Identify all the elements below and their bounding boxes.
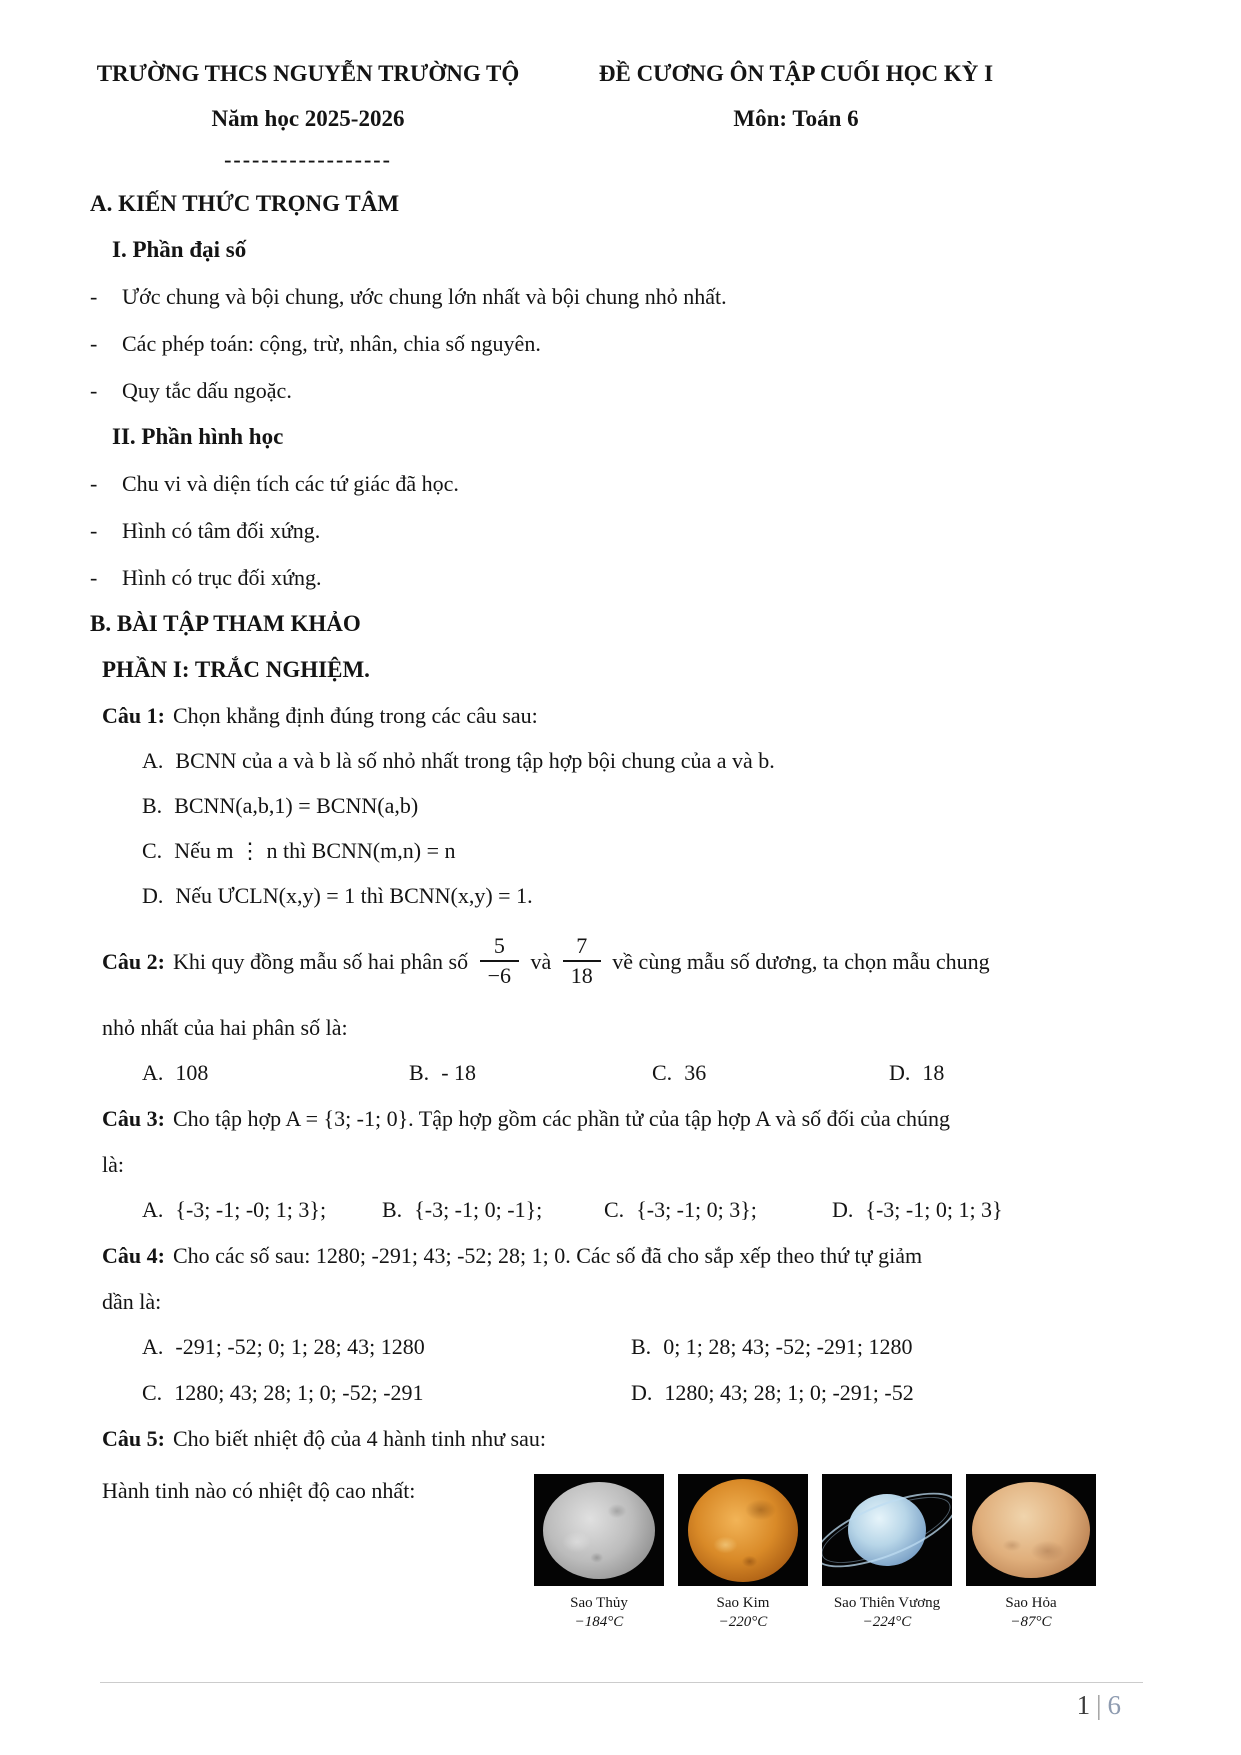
question-2-line2: nhỏ nhất của hai phân số là: [102,1015,348,1041]
option-text: BCNN(a,b,1) = BCNN(a,b) [174,793,419,818]
planet-temperature: −220°C [718,1614,768,1631]
algebra-item [88,329,1145,359]
question-4-option-d [631,1378,1145,1408]
bullet-dash: - [90,518,98,543]
question-4 [102,1241,1145,1271]
page-number [1077,1690,1121,1721]
option-text: BCNN của a và b là số nhỏ nhất trong tập hợp bội chung của a và b. [175,748,775,773]
page-number-current: 1 [1076,1690,1091,1720]
header-separator: ------------------ [224,147,392,172]
algebra-heading: I. Phần đại số [112,237,247,262]
question-2-text-after: về cùng mẫu số dương, ta chọn mẫu chung [612,949,990,975]
geometry-item-text: Hình có tâm đối xứng. [122,518,321,543]
question-2-option-a [142,1058,409,1088]
question-4-option-c [142,1378,631,1408]
planet-caption [822,1594,952,1632]
document-header [88,60,1145,133]
venus-sphere [688,1479,798,1582]
option-text: 0; 1; 28; 43; -52; -291; 1280 [663,1334,913,1360]
question-2-text-before: Khi quy đồng mẫu số hai phân số [172,949,469,975]
algebra-item [88,282,1145,312]
bullet-dash: - [90,471,98,496]
question-5 [102,1424,1145,1454]
bullet-dash: - [90,378,98,403]
question-3-label: Câu 3: [102,1106,165,1132]
geometry-item-text: Chu vi và diện tích các tứ giác đã học. [122,471,459,496]
geometry-item [88,469,1145,499]
question-1 [102,701,1145,731]
planet-figure-mercury [534,1474,664,1632]
question-5-text: Cho biết nhiệt độ của 4 hành tinh như sau: [172,1426,546,1452]
option-text: 18 [922,1060,945,1086]
question-2-mid: và [530,949,552,975]
question-4-line2: dần là: [102,1289,162,1315]
option-text: -291; -52; 0; 1; 28; 43; 1280 [175,1334,425,1360]
question-1-text: Chọn khẳng định đúng trong các câu sau: [172,703,538,728]
question-1-option-d [142,881,1145,911]
geometry-heading: II. Phần hình học [112,424,284,449]
question-3-line2: là: [102,1152,124,1178]
question-4-text: Cho các số sau: 1280; -291; 43; -52; 28; 1; 0. Các số đã cho sắp xếp theo thứ tự giảm [172,1243,923,1269]
option-text: 36 [684,1060,707,1086]
mars-image [966,1474,1096,1586]
planet-figure-mars [966,1474,1096,1632]
planet-strip [534,1474,1096,1632]
option-letter: B. [631,1334,652,1360]
option-letter: B. [142,793,163,818]
option-letter: D. [631,1380,653,1406]
school-name: TRƯỜNG THCS NGUYỄN TRƯỜNG TỘ [96,61,520,86]
option-text: {-3; -1; 0; 3}; [636,1197,757,1223]
option-text: 1280; 43; 28; 1; 0; -52; -291 [174,1380,424,1406]
fraction-denominator: 18 [570,963,593,989]
planet-temperature: −224°C [862,1614,912,1631]
header-school-block [88,60,528,133]
question-4-label: Câu 4: [102,1243,165,1269]
fraction-numerator: 7 [563,934,601,962]
mercury-sphere [543,1482,655,1579]
fraction-numerator: 5 [480,934,519,962]
algebra-item [88,376,1145,406]
question-4-option-b [631,1332,1145,1362]
question-3-option-b [382,1195,604,1225]
bullet-dash: - [90,565,98,590]
page-number-separator: | [1096,1690,1102,1720]
planet-name: Sao Thiên Vương [833,1595,941,1612]
question-4-options [142,1332,1145,1408]
option-letter: A. [142,748,164,773]
option-letter: D. [142,883,164,908]
question-2-option-c [652,1058,889,1088]
question-3-options [142,1195,1145,1225]
question-4-option-a [142,1332,631,1362]
option-letter: B. [382,1197,403,1223]
document-title: ĐỀ CƯƠNG ÔN TẬP CUỐI HỌC KỲ I [598,61,994,86]
fraction-denominator: −6 [487,963,512,989]
question-1-option-a [142,746,1145,776]
question-2-label: Câu 2: [102,949,165,975]
option-letter: B. [409,1060,430,1086]
option-text: - 18 [441,1060,477,1086]
question-1-label: Câu 1: [102,703,165,728]
option-letter: C. [604,1197,625,1223]
bullet-dash: - [90,284,98,309]
option-text: {-3; -1; 0; -1}; [414,1197,543,1223]
fraction-5-over-minus6 [480,934,519,988]
question-5-body [88,1460,1145,1632]
option-letter: C. [652,1060,673,1086]
uranus-image [822,1474,952,1586]
question-2-option-d [889,1058,1145,1088]
planet-temperature: −87°C [1010,1614,1052,1631]
geometry-item [88,516,1145,546]
question-5-prompt: Hành tinh nào có nhiệt độ cao nhất: [102,1478,416,1504]
question-3 [102,1104,1145,1134]
option-letter: A. [142,1334,164,1360]
document-subject: Môn: Toán 6 [733,106,859,131]
question-5-label: Câu 5: [102,1426,165,1452]
planet-caption [966,1594,1096,1632]
planet-name: Sao Thủy [570,1595,628,1612]
option-letter: A. [142,1060,164,1086]
planet-figure-venus [678,1474,808,1632]
option-text: Nếu m ⋮ n thì BCNN(m,n) = n [174,838,456,863]
option-text: 1280; 43; 28; 1; 0; -291; -52 [664,1380,914,1406]
option-text: {-3; -1; -0; 1; 3}; [175,1197,327,1223]
planet-caption [678,1594,808,1632]
question-2-option-b [409,1058,652,1088]
geometry-item [88,563,1145,593]
algebra-item-text: Quy tắc dấu ngoặc. [122,378,292,403]
option-letter: D. [889,1060,911,1086]
planet-name: Sao Hỏa [1005,1595,1057,1612]
question-1-option-b [142,791,1145,821]
question-3-option-a [142,1195,382,1225]
planet-name: Sao Kim [716,1595,770,1612]
fraction-7-over-18 [563,934,601,988]
school-year: Năm học 2025-2026 [211,106,405,131]
venus-image [678,1474,808,1586]
mercury-image [534,1474,664,1586]
planet-figure-uranus [822,1474,952,1632]
option-letter: C. [142,838,163,863]
planet-temperature: −184°C [574,1614,624,1631]
question-2 [102,933,1145,991]
question-3-option-d [832,1195,1145,1225]
footer-divider [100,1682,1143,1683]
option-text: {-3; -1; 0; 1; 3} [865,1197,1003,1223]
question-2-options [142,1058,1145,1088]
page-number-total: 6 [1107,1690,1121,1720]
algebra-item-text: Các phép toán: cộng, trừ, nhân, chia số nguyên. [122,331,541,356]
question-1-option-c [142,836,1145,866]
algebra-item-text: Ước chung và bội chung, ước chung lớn nhất và bội chung nhỏ nhất. [122,284,727,309]
option-text: 108 [175,1060,209,1086]
question-3-text: Cho tập hợp A = {3; -1; 0}. Tập hợp gồm các phần tử của tập hợp A và số đối của chúng [172,1106,951,1132]
option-letter: A. [142,1197,164,1223]
planet-caption [534,1594,664,1632]
geometry-item-text: Hình có trục đối xứng. [122,565,322,590]
bullet-dash: - [90,331,98,356]
mars-sphere [972,1482,1090,1578]
section-b-heading: B. BÀI TẬP THAM KHẢO [90,611,361,636]
option-letter: D. [832,1197,854,1223]
part1-heading: PHẦN I: TRẮC NGHIỆM. [102,657,370,682]
question-3-option-c [604,1195,832,1225]
section-a-heading: A. KIẾN THỨC TRỌNG TÂM [90,191,400,216]
option-letter: C. [142,1380,163,1406]
option-text: Nếu ƯCLN(x,y) = 1 thì BCNN(x,y) = 1. [175,883,533,908]
header-title-block [536,60,1056,133]
